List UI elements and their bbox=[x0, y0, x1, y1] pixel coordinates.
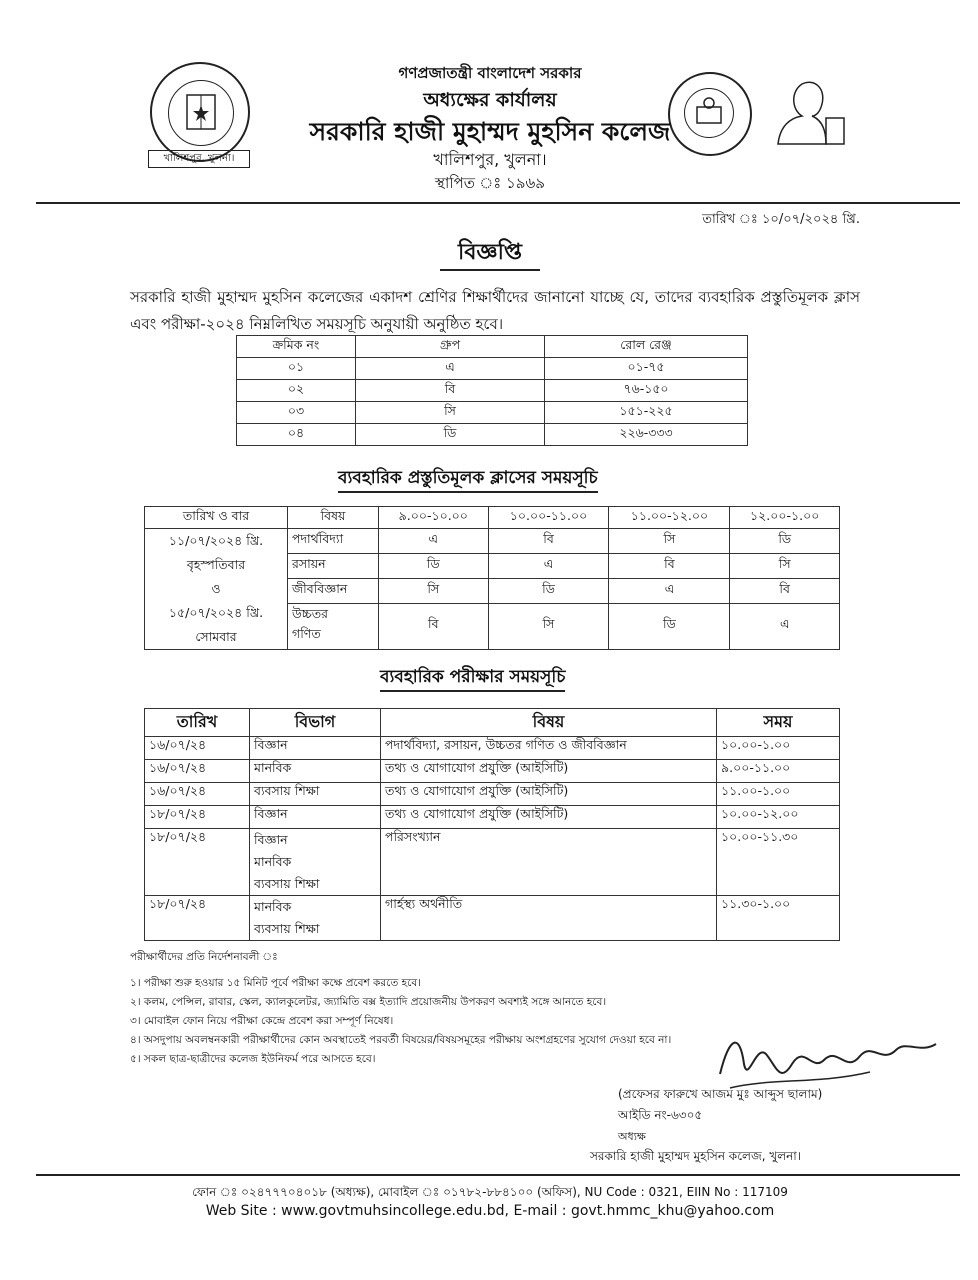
conjunction-line: ও bbox=[211, 581, 221, 596]
subject-cell: রসায়ন bbox=[288, 553, 379, 578]
col-department: বিভাগ bbox=[250, 709, 381, 737]
group-cell: সি bbox=[356, 402, 545, 424]
instruction-item: ২। কলম, পেন্সিল, রাবার, স্কেল, ক্যালকুলেটর, জ্যামিতি বক্স ইত্যাদি প্রয়োজনীয় উপকরণ অবশ্যই সঙ্গে আনতে হবে। bbox=[130, 996, 607, 1008]
portrait-icon bbox=[768, 74, 846, 148]
class-schedule-title: ব্যবহারিক প্রস্তুতিমূলক ক্লাসের সময়সূচি bbox=[338, 465, 598, 493]
table-row bbox=[237, 380, 748, 402]
col-serial: ক্রমিক নং bbox=[237, 336, 356, 358]
slot-cell: এ bbox=[488, 553, 609, 578]
col-group: গ্রুপ bbox=[356, 336, 545, 358]
slot-cell: এ bbox=[379, 529, 489, 554]
department-cell bbox=[250, 896, 381, 941]
date-cell: ১৬/০৭/২৪ bbox=[145, 760, 250, 783]
table-row bbox=[237, 402, 748, 424]
book-star-icon bbox=[169, 81, 233, 145]
table-row bbox=[145, 760, 840, 783]
slot-cell: সি bbox=[488, 603, 609, 649]
col-subject: বিষয় bbox=[288, 507, 379, 529]
group-cell: বি bbox=[356, 380, 545, 402]
table-row bbox=[145, 829, 840, 896]
roll-cell: ৭৬-১৫০ bbox=[545, 380, 748, 402]
serial-cell: ০২ bbox=[237, 380, 356, 402]
slot-cell: সি bbox=[609, 529, 730, 554]
table-header-row bbox=[145, 709, 840, 737]
table-row bbox=[237, 424, 748, 446]
table-header-row bbox=[145, 507, 840, 529]
serial-cell: ০৩ bbox=[237, 402, 356, 424]
group-roll-table bbox=[236, 335, 748, 446]
portrait-emblem bbox=[768, 74, 846, 148]
notice-date: তারিখ ঃ ১০/০৭/২০২৪ খ্রি. bbox=[702, 212, 860, 227]
exam-schedule-title: ব্যবহারিক পরীক্ষার সময়সূচি bbox=[380, 664, 565, 692]
time-cell: ১০.০০-১.০০ bbox=[717, 737, 840, 760]
instructions-heading: পরীক্ষার্থীদের প্রতি নির্দেশনাবলী ঃ bbox=[130, 951, 278, 963]
slot-cell: সি bbox=[379, 578, 489, 603]
time-cell: ১১.৩০-১.০০ bbox=[717, 896, 840, 941]
footer-web-email: Web Site : www.govtmuhsincollege.edu.bd, E-mail : govt.hmmc_khu@yahoo.com bbox=[205, 1203, 775, 1219]
slot-cell: এ bbox=[730, 603, 840, 649]
signatory-designation: অধ্যক্ষ bbox=[618, 1130, 646, 1143]
signatory-college: সরকারি হাজী মুহাম্মদ মুহসিন কলেজ, খুলনা। bbox=[590, 1149, 802, 1163]
col-slot-2: ১০.০০-১১.০০ bbox=[488, 507, 609, 529]
col-slot-4: ১২.০০-১.০০ bbox=[730, 507, 840, 529]
col-roll-range: রোল রেঞ্জ bbox=[545, 336, 748, 358]
col-date: তারিখ bbox=[145, 709, 250, 737]
table-row bbox=[145, 806, 840, 829]
department-line: ব্যবসায় শিক্ষা bbox=[254, 876, 320, 891]
logo-inner-ring bbox=[168, 80, 234, 146]
table-row bbox=[145, 737, 840, 760]
department-cell: বিজ্ঞান bbox=[250, 806, 381, 829]
date-line: ১৫/০৭/২০২৪ খ্রি. bbox=[168, 605, 264, 620]
time-cell: ১০.০০-১১.৩০ bbox=[717, 829, 840, 896]
slot-cell: এ bbox=[609, 578, 730, 603]
roll-cell: ১৫১-২২৫ bbox=[545, 402, 748, 424]
college-name: সরকারি হাজী মুহাম্মদ মুহসিন কলেজ bbox=[309, 117, 671, 146]
day-line: বৃহস্পতিবার bbox=[186, 557, 246, 572]
subject-cell: পদার্থবিদ্যা, রসায়ন, উচ্চতর গণিত ও জীববিজ্ঞান bbox=[381, 737, 717, 760]
department-line: বিজ্ঞান bbox=[254, 832, 288, 847]
day-line: সোমবার bbox=[195, 629, 237, 644]
group-cell: এ bbox=[356, 358, 545, 380]
table-row bbox=[145, 783, 840, 806]
table-header-row bbox=[237, 336, 748, 358]
date-cell: ১৬/০৭/২৪ bbox=[145, 737, 250, 760]
roll-cell: ০১-৭৫ bbox=[545, 358, 748, 380]
subject-cell: গার্হস্থ্য অর্থনীতি bbox=[381, 896, 717, 941]
instruction-item: ৩। মোবাইল ফোন নিয়ে পরীক্ষা কেন্দ্রে প্রবেশ করা সম্পূর্ণ নিষেধ। bbox=[130, 1015, 394, 1027]
date-line: ১১/০৭/২০২৪ খ্রি. bbox=[168, 533, 264, 548]
subject-line: উচ্চতর bbox=[292, 606, 329, 622]
slot-cell: বি bbox=[609, 553, 730, 578]
department-cell: বিজ্ঞান bbox=[250, 737, 381, 760]
subject-cell: পরিসংখ্যান bbox=[381, 829, 717, 896]
signatory-id: আইডি নং-৬৩০৫ bbox=[618, 1108, 703, 1122]
subject-line: গণিত bbox=[292, 626, 321, 642]
slot-cell: ডি bbox=[730, 529, 840, 554]
footer-divider bbox=[36, 1174, 960, 1176]
slot-cell: বি bbox=[730, 578, 840, 603]
slot-cell: ডি bbox=[609, 603, 730, 649]
instruction-item: ১। পরীক্ষা শুরু হওয়ার ১৫ মিনিট পূর্বে পরীক্ষা কক্ষে প্রবেশ করতে হবে। bbox=[130, 977, 421, 989]
date-cell: ১৮/০৭/২৪ bbox=[145, 896, 250, 941]
header-divider bbox=[36, 202, 960, 204]
serial-cell: ০৪ bbox=[237, 424, 356, 446]
slot-cell: বি bbox=[488, 529, 609, 554]
department-line: ব্যবসায় শিক্ষা bbox=[254, 921, 320, 936]
time-cell: ৯.০০-১১.০০ bbox=[717, 760, 840, 783]
signatory-name: (প্রফেসর ফারুখে আজম মুঃ আব্দুস ছালাম) bbox=[618, 1087, 823, 1101]
department-cell bbox=[250, 829, 381, 896]
table-row bbox=[237, 358, 748, 380]
instruction-item: ৪। অসদুপায় অবলম্বনকারী পরীক্ষার্থীদের কোন অবস্থাতেই পরবর্তী বিষয়ের/বিষয়সমূহের পরীক্ষায় অংশগ্রহণের সুযোগ দেওয়া হবে না। bbox=[130, 1034, 672, 1046]
exam-schedule-table bbox=[144, 708, 840, 941]
department-cell: মানবিক bbox=[250, 760, 381, 783]
col-slot-1: ৯.০০-১০.০০ bbox=[379, 507, 489, 529]
college-logo bbox=[150, 62, 250, 162]
office-title: অধ্যক্ষের কার্যালয় bbox=[423, 89, 557, 111]
subject-cell: তথ্য ও যোগাযোগ প্রযুক্তি (আইসিটি) bbox=[381, 806, 717, 829]
serial-cell: ০১ bbox=[237, 358, 356, 380]
college-location: খালিশপুর, খুলনা। bbox=[433, 150, 547, 169]
date-cell: ১৬/০৭/২৪ bbox=[145, 783, 250, 806]
footer-contact: ফোন ঃ ০২৪৭৭৭০৪০১৮ (অধ্যক্ষ), মোবাইল ঃ ০১৭৮২-৮৮৪১০০ (অফিস), NU Code : 0321, EIIN No : 117109 bbox=[192, 1185, 788, 1199]
govt-title: গণপ্রজাতন্ত্রী বাংলাদেশ সরকার bbox=[398, 64, 582, 82]
time-cell: ১০.০০-১২.০০ bbox=[717, 806, 840, 829]
department-cell: ব্যবসায় শিক্ষা bbox=[250, 783, 381, 806]
department-line: মানবিক bbox=[254, 854, 292, 869]
instructions-list bbox=[130, 974, 730, 1069]
table-row bbox=[145, 529, 840, 554]
slot-cell: সি bbox=[730, 553, 840, 578]
notice-body: সরকারি হাজী মুহাম্মদ মুহসিন কলেজের একাদশ শ্রেণির শিক্ষার্থীদের জানানো যাচ্ছে যে, তাদের ব্যবহারিক প্রস্তুতিমূলক ক্লাস এবং পরীক্ষা-২০২৪ নিম্নলিখিত সময়সূচি অনুযায়ী অনুষ্ঠিত হবে। bbox=[130, 288, 860, 333]
subject-cell: তথ্য ও যোগাযোগ প্রযুক্তি (আইসিটি) bbox=[381, 760, 717, 783]
col-date-day: তারিখ ও বার bbox=[145, 507, 288, 529]
date-cell: ১৮/০৭/২৪ bbox=[145, 829, 250, 896]
col-slot-3: ১১.০০-১২.০০ bbox=[609, 507, 730, 529]
subject-cell bbox=[288, 603, 379, 649]
slot-cell: বি bbox=[379, 603, 489, 649]
table-row bbox=[145, 896, 840, 941]
department-line: মানবিক bbox=[254, 899, 292, 914]
subject-cell: তথ্য ও যোগাযোগ প্রযুক্তি (আইসিটি) bbox=[381, 783, 717, 806]
logo-caption: খালিশপুর, খুলনা। bbox=[148, 150, 250, 168]
class-schedule-table bbox=[144, 506, 840, 650]
col-time: সময় bbox=[717, 709, 840, 737]
group-cell: ডি bbox=[356, 424, 545, 446]
subject-cell: জীববিজ্ঞান bbox=[288, 578, 379, 603]
slot-cell: ডি bbox=[379, 553, 489, 578]
roll-cell: ২২৬-৩৩৩ bbox=[545, 424, 748, 446]
slot-cell: ডি bbox=[488, 578, 609, 603]
instruction-item: ৫। সকল ছাত্র-ছাত্রীদের কলেজ ইউনিফর্ম পরে আসতে হবে। bbox=[130, 1053, 376, 1065]
established-year: স্থাপিত ঃ ১৯৬৯ bbox=[435, 174, 545, 192]
date-day-cell bbox=[145, 529, 288, 650]
time-cell: ১১.০০-১.০০ bbox=[717, 783, 840, 806]
subject-cell: পদার্থবিদ্যা bbox=[288, 529, 379, 554]
col-subject: বিষয় bbox=[381, 709, 717, 737]
date-cell: ১৮/০৭/২৪ bbox=[145, 806, 250, 829]
notice-title: বিজ্ঞপ্তি bbox=[440, 237, 540, 271]
